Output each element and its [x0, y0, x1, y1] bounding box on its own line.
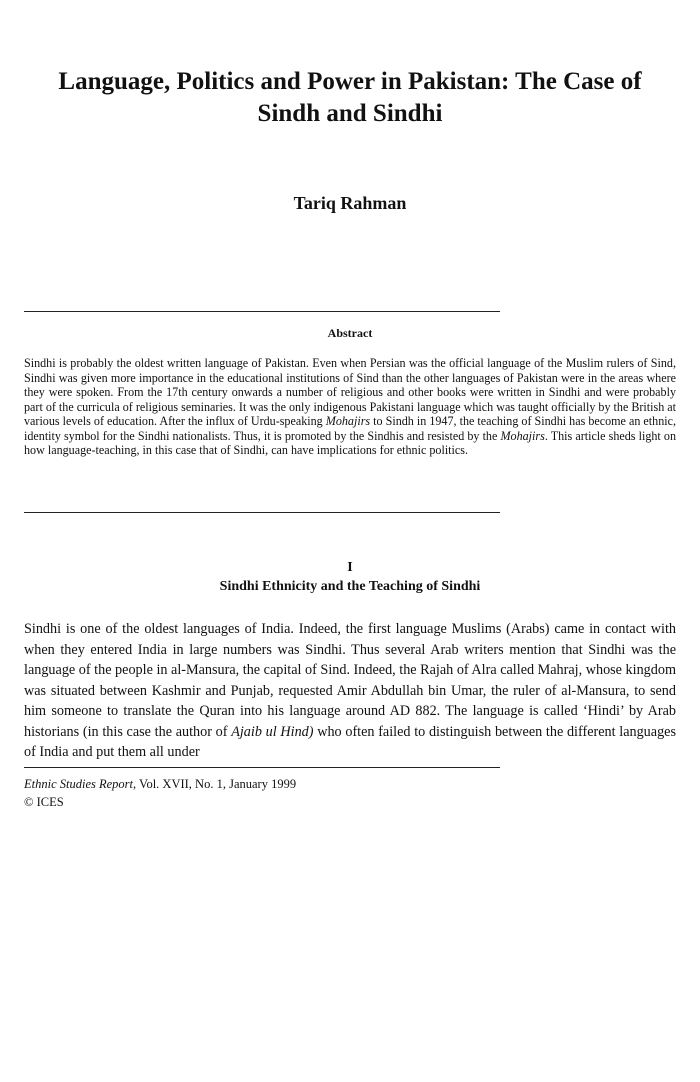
body-text-part: who often failed to distinguish between the different languages of India and put them all under: [24, 723, 676, 760]
abstract-heading: Abstract: [327, 326, 373, 340]
abstract-text-part: Sindhi is probably the oldest written language of Pakistan. Even when Persian was the official language of the Muslim rulers of Sind, Sindhi was given more importance in the educational institutions of Sind than the other languages of Pakistan were in the areas where they were spoken. From the 17th century onwards a number of religious and other books were written in Sindhi and were probably part of the curricula of religious seminaries. It was the only indigenous Pakistani language which was taught officially by the British at various levels of education. After the influx of Urdu-speaking: [24, 356, 677, 428]
book-title-ajaib-ul-hind: Ajaib ul Hind): [231, 723, 314, 740]
footnote-rule: [24, 767, 500, 768]
abstract-bottom-rule: [24, 512, 500, 513]
copyright-line: © ICES: [24, 795, 64, 809]
journal-name: Ethnic Studies Report: [24, 777, 134, 791]
abstract-text-part: to Sindh in 1947, the teaching of Sindhi has become an ethnic, identity symbol for the Sindhi nationalists. Thus, it is promoted by the Sindhis and resisted by the: [24, 414, 676, 443]
footnote: [24, 775, 500, 811]
abstract-text-part: . This article sheds light on how language-teaching, in this case that of Sindhi, can have implications for ethnic politics.: [24, 428, 676, 457]
citation-line: [24, 775, 500, 793]
section-number: I: [347, 560, 353, 575]
abstract-top-rule: [24, 311, 500, 312]
paper-title: Language, Politics and Power in Pakistan: The Case of Sindh and Sindhi: [58, 68, 642, 127]
abstract-term-mohajirs: Mohajirs: [325, 414, 371, 428]
body-text-part: Sindhi is one of the oldest languages of India. Indeed, the first language Muslims (Arabs) came in contact with when they entered India in large numbers was Sindhi. Thus several Arab writers mention that Sindhi was the language of the people in al-Mansura, the capital of Sind. Indeed, the Rajah of Alra called Mahraj, whose kingdom was situated between Kashmir and Punjab, requested Amir Abdullah bin Umar, the ruler of al-Mansura, to send him someone to translate the Quran into his language around AD 882. The language is called ‘Hindi’ by Arab historians (in this case the author of: [24, 621, 676, 740]
body-paragraph: [24, 619, 676, 763]
abstract-term-mohajirs: Mohajirs: [500, 428, 545, 443]
section-title: Sindhi Ethnicity and the Teaching of Sindhi: [219, 579, 481, 594]
abstract-text: [24, 356, 676, 458]
citation-details: , Vol. XVII, No. 1, January 1999: [133, 777, 297, 791]
author-name: Tariq Rahman: [293, 193, 407, 213]
